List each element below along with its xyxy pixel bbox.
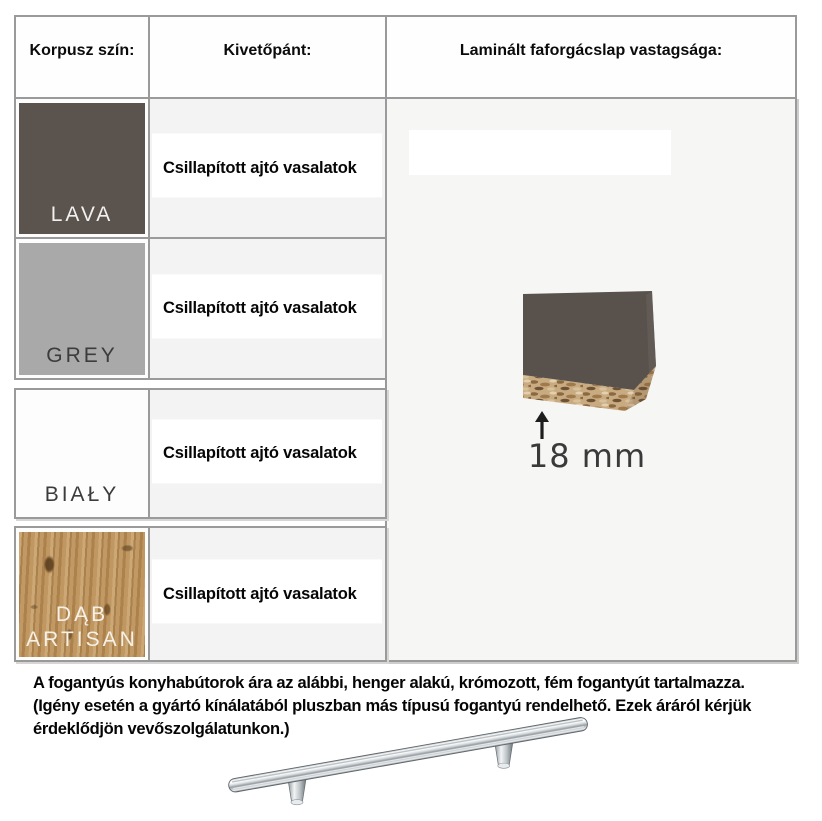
hinge-text: Csillapított ajtó vasalatok bbox=[163, 444, 357, 462]
handle-note-line1: A fogantyús konyhabútorok ára az alábbi, henger alakú, krómozott, fém fogantyút tartalmazza. bbox=[33, 674, 745, 692]
up-arrow-icon bbox=[531, 411, 553, 439]
hinge-text: Csillapított ajtó vasalatok bbox=[163, 158, 357, 177]
thickness-value: 18 mm bbox=[527, 437, 647, 475]
handle-note-line2: (Igény esetén a gyártó kínálatából pluszban más típusú fogantyú rendelhető. Ezek áráról kérjük bbox=[33, 697, 752, 715]
handle-note-line3: érdeklődjön vevőszolgálatunkon.) bbox=[33, 720, 290, 738]
row-lava-hinge-cell bbox=[148, 97, 387, 239]
hinge-text: Csillapított ajtó vasalatok bbox=[163, 299, 357, 317]
row-dab-artisan-color-cell bbox=[14, 526, 150, 662]
header-kivetopant-label: Kivetőpánt: bbox=[223, 42, 312, 59]
row-grey-hinge-cell bbox=[148, 237, 387, 380]
chipboard-panel-image bbox=[505, 283, 670, 418]
handle-foot-right bbox=[495, 743, 513, 769]
row-dab-artisan-hinge-cell bbox=[148, 526, 387, 662]
swatch-bialy-label: BIAŁY bbox=[44, 483, 120, 506]
hinge-text: Csillapított ajtó vasalatok bbox=[163, 584, 357, 603]
swatch-lava-label: LAVA bbox=[50, 203, 114, 226]
row-grey-color-cell bbox=[14, 237, 150, 380]
swatch-grey bbox=[19, 243, 145, 375]
header-kivetopant bbox=[148, 15, 387, 99]
header-vastagsag bbox=[385, 15, 797, 99]
handle-foot-left bbox=[288, 779, 306, 805]
swatch-grey-label: GREY bbox=[46, 344, 118, 367]
header-korpusz-szin bbox=[14, 15, 150, 99]
row-bialy-color-cell bbox=[14, 388, 150, 519]
header-korpusz-szin-label: Korpusz szín: bbox=[29, 42, 135, 59]
swatch-bialy bbox=[19, 394, 145, 514]
header-vastagsag-label: Laminált faforgácslap vastagsága: bbox=[459, 42, 723, 59]
blank-patch bbox=[409, 130, 671, 175]
thickness-panel bbox=[385, 97, 797, 662]
swatch-dab-artisan bbox=[19, 532, 145, 657]
chipboard-top-face bbox=[523, 291, 656, 390]
row-lava-color-cell bbox=[14, 97, 150, 239]
swatch-dab-artisan-label: DĄB ARTISAN bbox=[26, 603, 138, 651]
swatch-lava bbox=[19, 103, 145, 234]
chrome-cylinder-handle bbox=[220, 712, 610, 818]
row-bialy-hinge-cell bbox=[148, 388, 387, 519]
